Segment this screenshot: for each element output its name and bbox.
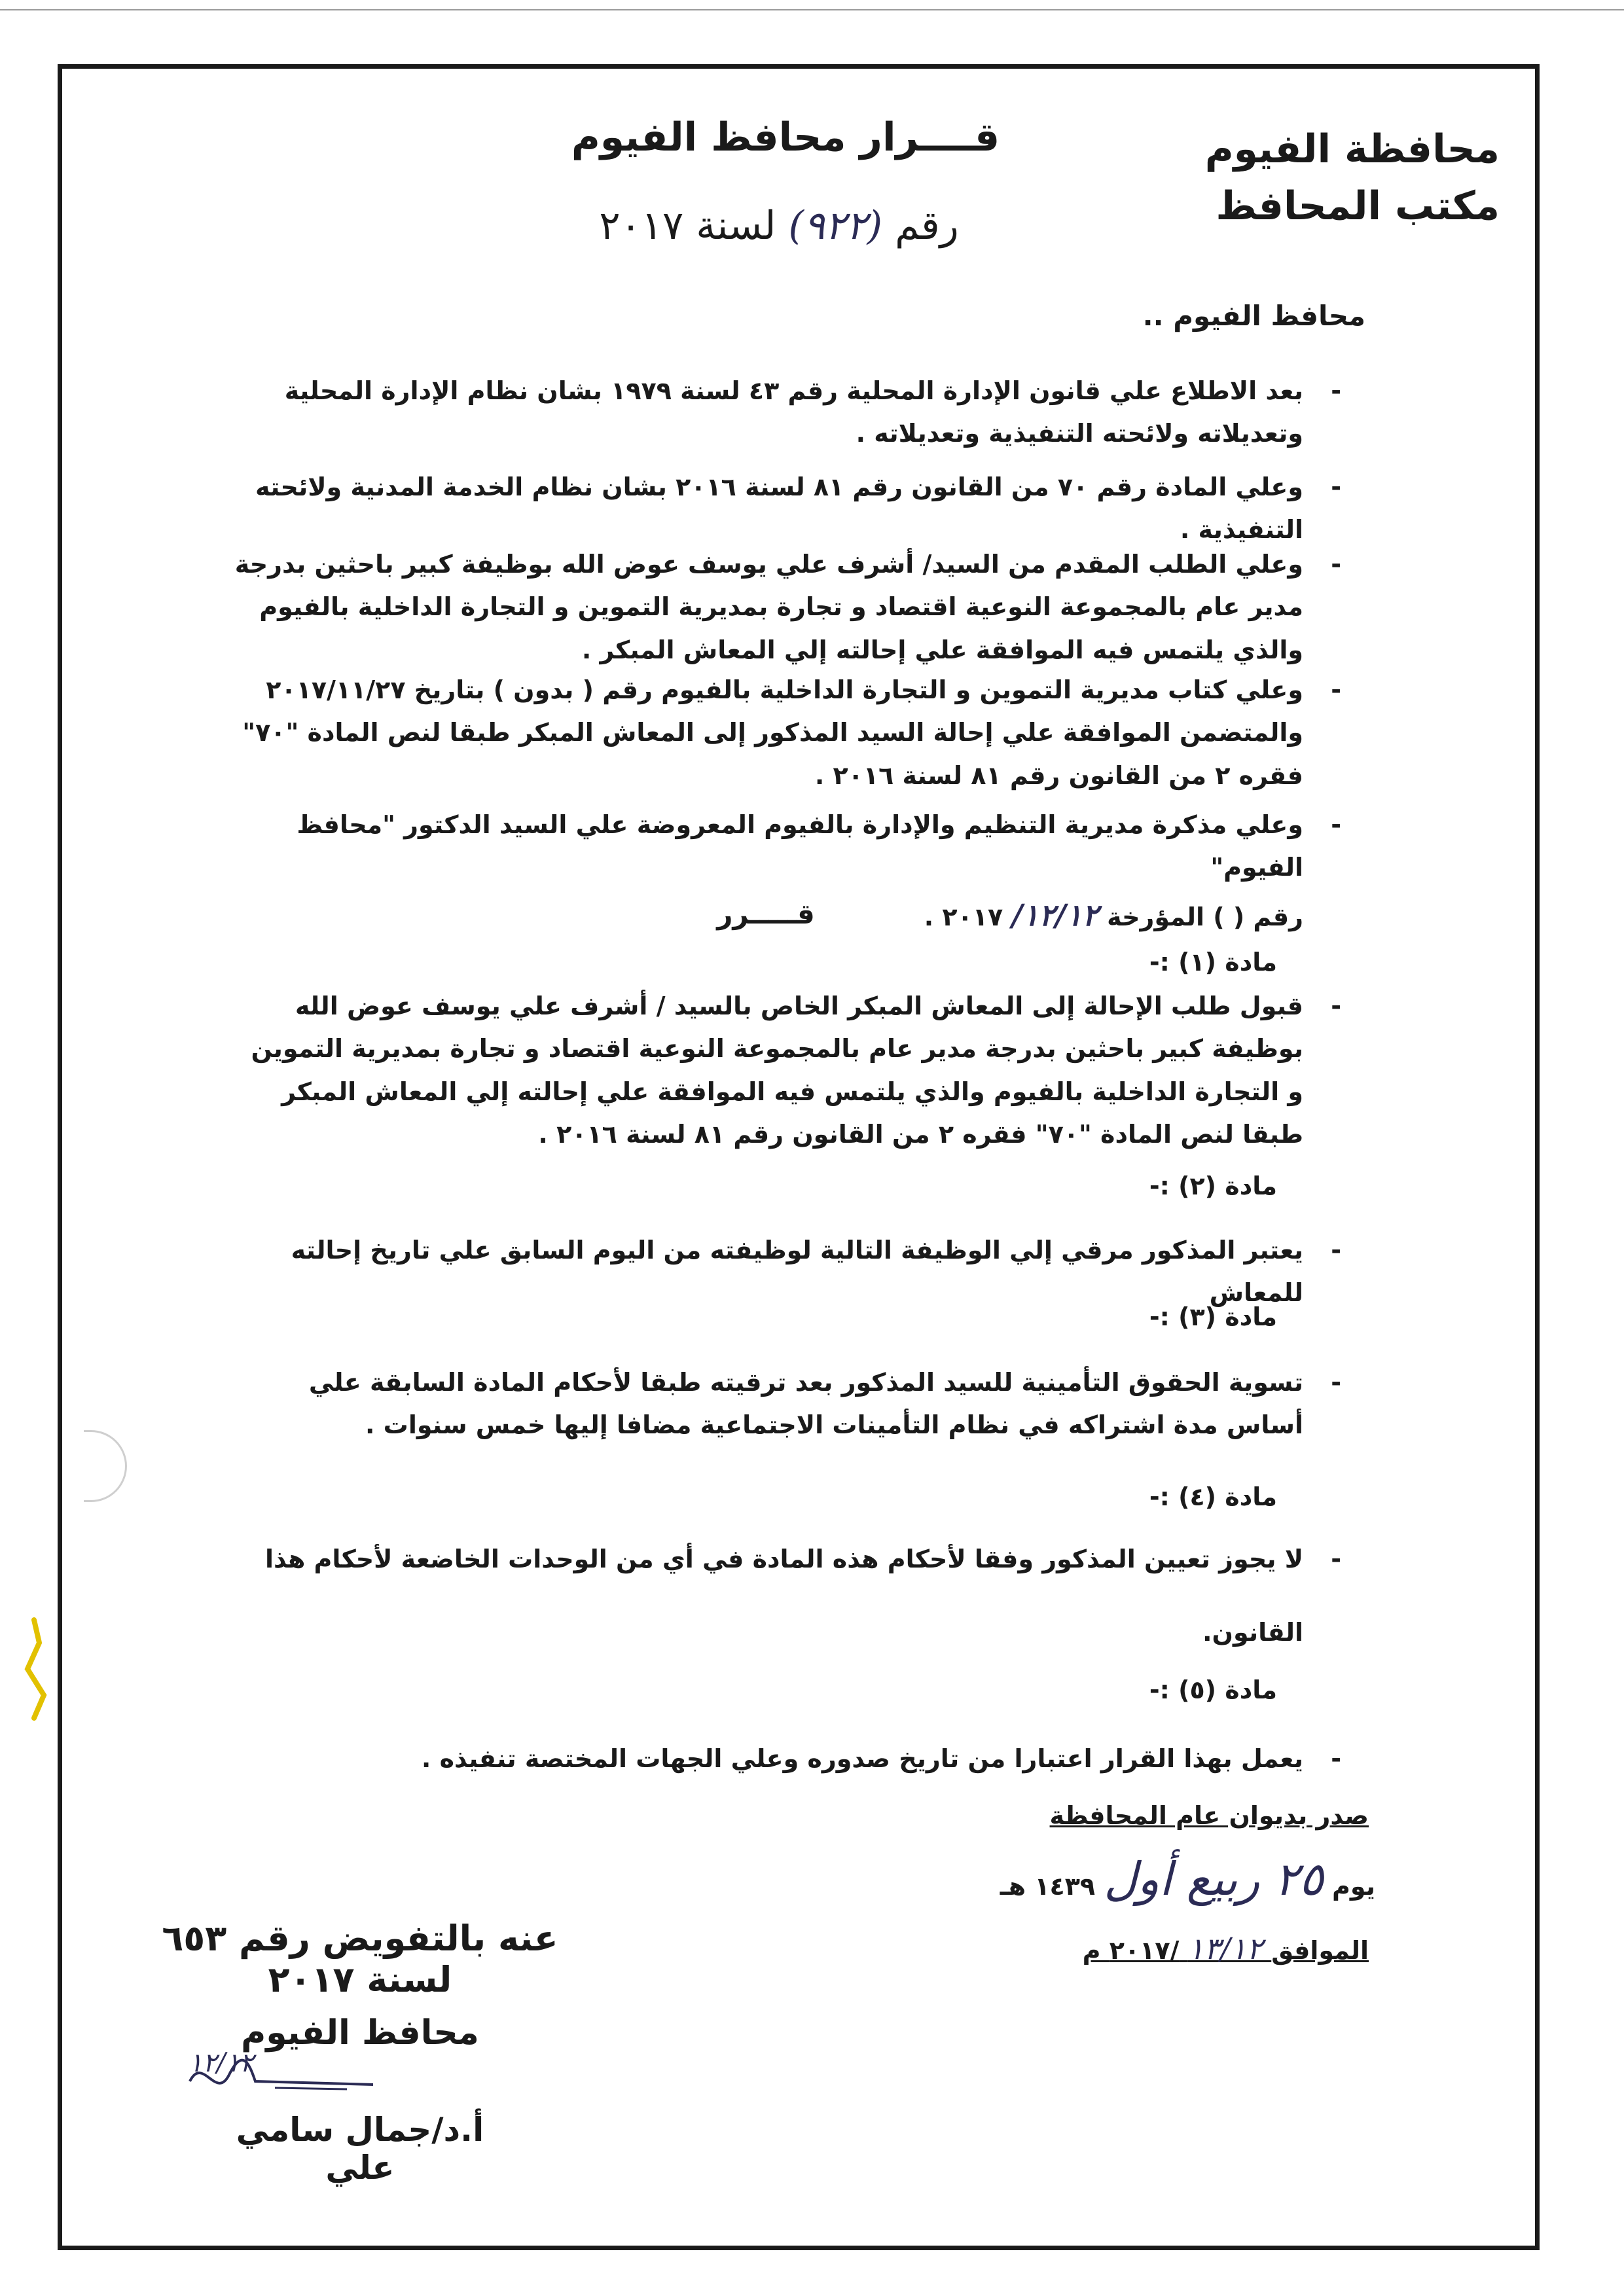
authority-office: مكتب المحافظ [1216,183,1500,229]
memo-line-suffix: ٢٠١٧ . [924,902,1003,931]
preamble-item: - وعلي الطلب المقدم من السيد/ أشرف علي يوسف عوض الله بوظيفة كبير باحثين بدرجة مدير عام بالمجموعة النوعية اقتصاد و تجارة بمديرية التموين و التجارة الداخلية بالفيوم والذي يلتمس فيه الموافقة علي إحالته إلي المعاش المبكر . [230,543,1303,672]
hijri-year: ١٤٣٩ هـ [1000,1872,1096,1901]
preamble-item: - وعلي مذكرة مديرية التنظيم والإدارة بالفيوم المعروضة علي السيد الدكتور "محافظ الفيوم" رقم ( ) المؤرخة ١٢/١٢/ ٢٠١٧ . [230,804,1303,941]
hijri-date-handwritten: ٢٥ ربيع أول [1104,1852,1324,1906]
bullet-dash: - [1331,473,1341,501]
bullet-dash: - [1331,376,1341,405]
bullet-dash: - [1331,1236,1341,1265]
number-prefix: رقم [895,203,959,249]
bullet-dash: - [1331,675,1341,704]
corresponding-label: الموافق [1271,1936,1369,1965]
gregorian-year: /٢٠١٧ م [1082,1936,1180,1965]
bullet-dash: - [1331,1545,1341,1573]
article-body: - لا يجوز تعيين المذكور وفقا لأحكام هذه المادة في أي من الوحدات الخاضعة لأحكام هذا [230,1538,1303,1581]
governor-label: محافظ الفيوم .. [1142,300,1365,332]
memo-line-prefix: رقم ( ) المؤرخة [1107,902,1303,931]
bullet-dash: - [1331,1368,1341,1397]
issuing-authority [1159,121,1500,235]
article-title: مادة (٥) :- [1149,1676,1277,1704]
article-title: مادة (٢) :- [1149,1172,1277,1200]
governor-title: محافظ الفيوم [241,2013,479,2053]
preamble-item: - وعلي المادة رقم ٧٠ من القانون رقم ٨١ لسنة ٢٠١٦ بشان نظام الخدمة المدنية ولائحته التنفيذية . [230,466,1303,552]
hijri-date-line [917,1852,1375,1906]
bullet-dash: - [1331,1744,1341,1773]
preamble-item: - بعد الاطلاع علي قانون الإدارة المحلية رقم ٤٣ لسنة ١٩٧٩ بشان نظام الإدارة المحلية وتعديلاته ولائحته التنفيذية وتعديلاته . [230,370,1303,456]
article-title: مادة (٣) :- [1149,1302,1277,1331]
handwritten-signature [177,2042,393,2114]
article-title: مادة (٤) :- [1149,1482,1277,1511]
signature-block [157,1918,563,2053]
gregorian-date-line [1002,1931,1369,1966]
decision-title: قــــرار محافظ الفيوم [571,115,1000,160]
bullet-dash: - [1331,550,1341,579]
bullet-dash: - [1331,992,1341,1020]
gregorian-date-handwritten: ١٣/١٢ [1187,1931,1263,1966]
signature-date: ١٢/١٢ [189,2048,254,2078]
decision-number: (٩٢٢) [788,203,882,249]
article-body: - يعتبر المذكور مرقي إلي الوظيفة التالية لوظيفته من اليوم السابق علي تاريخ إحالته للمعاش [230,1229,1303,1315]
day-label: يوم [1332,1872,1375,1901]
number-suffix: لسنة ٢٠١٧ [599,203,776,249]
article-body: - قبول طلب الإحالة إلى المعاش المبكر الخاص بالسيد / أشرف علي يوسف عوض الله بوظيفة كبير باحثين بدرجة مدير عام بالمجموعة النوعية اقتصاد و تجارة بمديرية التموين و التجارة الداخلية بالفيوم والذي يلتمس فيه الموافقة علي إحالته إلي المعاش المبكر طبقا لنص المادة "٧٠" فقره ٢ من القانون رقم ٨١ لسنة ٢٠١٦ . [230,985,1303,1156]
decision-number-line [550,203,1008,249]
signer-name: أ.د/جمال سامي علي [236,2111,484,2187]
delegation-line: عنه بالتفويض رقم ٦٥٣ لسنة ٢٠١٧ [162,1918,558,2000]
memo-handwritten-date: ١٢/١٢/ [1011,897,1098,933]
decree-word: قـــــرر [717,898,815,930]
article-title: مادة (١) :- [1149,948,1277,977]
scan-top-edge [0,9,1624,10]
article-body: - تسوية الحقوق التأمينية للسيد المذكور بعد ترقيته طبقا لأحكام المادة السابقة علي أساس مدة اشتراكه في نظام التأمينات الاجتماعية مضافا إليها خمس سنوات . [230,1361,1303,1447]
authority-governorate: محافظة الفيوم [1204,126,1500,172]
yellow-clip-mark [14,1617,54,1721]
bullet-dash: - [1331,810,1341,839]
article-body: - يعمل بهذا القرار اعتبارا من تاريخ صدوره وعلي الجهات المختصة تنفيذه . [230,1738,1303,1780]
preamble-item: - وعلي كتاب مديرية التموين و التجارة الداخلية بالفيوم رقم ( بدون ) بتاريخ ٢٠١٧/١١/٢٧ والمتضمن الموافقة علي إحالة السيد المذكور إلى المعاش المبكر طبقا لنص المادة "٧٠" فقره ٢ من القانون رقم ٨١ لسنة ٢٠١٦ . [230,669,1303,797]
issued-at: صدر بديوان عام المحافظة [1049,1801,1369,1830]
article-body-continuation: القانون. [1202,1618,1303,1647]
